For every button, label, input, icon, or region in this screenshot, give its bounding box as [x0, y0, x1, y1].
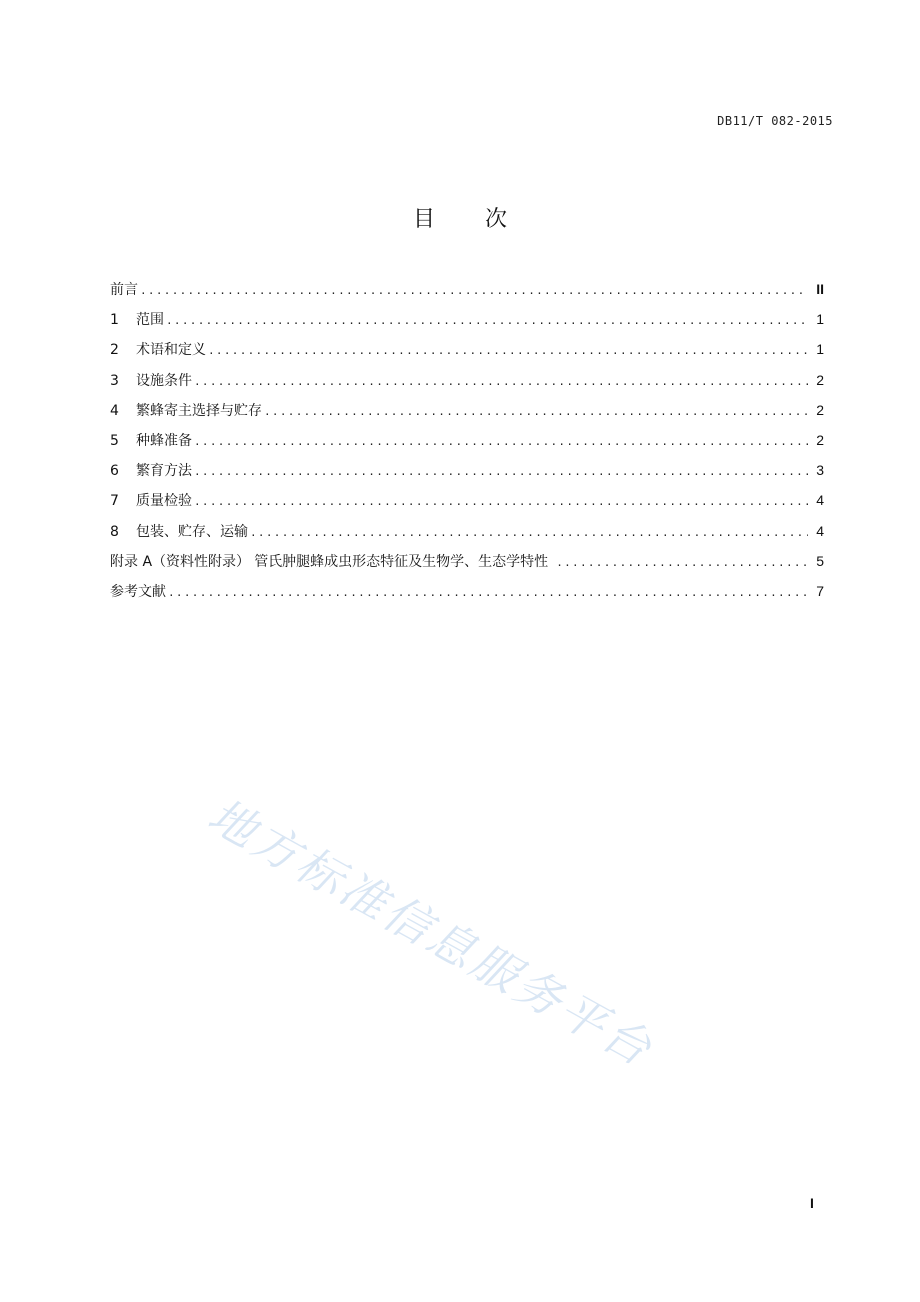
toc-entry-page: 7 [816, 582, 824, 599]
page-number: I [810, 1195, 814, 1211]
toc-entry-page: 1 [816, 341, 824, 358]
toc-entry-page: 3 [816, 462, 824, 479]
toc-leader-dots [556, 552, 808, 574]
toc-entry-title: 种蜂准备 [136, 432, 192, 449]
toc-entry-7[interactable] [110, 489, 824, 519]
toc-leader-dots [194, 431, 808, 453]
watermark: 地方标准信息服务平台 [199, 787, 663, 1078]
toc-entry-subtitle: 管氏肿腿蜂成虫形态特征及生物学、生态学特性 [254, 553, 549, 570]
toc-entry-title: 包装、贮存、运输 [136, 523, 248, 540]
toc-entry-number: 7 [110, 493, 119, 510]
toc-entry-number: 8 [110, 523, 119, 540]
toc-leader-dots [168, 582, 808, 604]
toc-title [0, 202, 920, 233]
toc-entry-title: 前言 [110, 282, 138, 298]
toc-title-part2: 次 [485, 207, 508, 232]
toc-entry-number: 5 [110, 432, 119, 449]
toc-leader-dots [166, 310, 808, 332]
toc-leader-dots [194, 371, 808, 393]
toc-entry-5[interactable] [110, 429, 824, 459]
toc-entry-references[interactable] [110, 580, 824, 610]
toc-entry-number: 6 [110, 463, 119, 480]
toc-entry-number: 2 [110, 342, 119, 359]
toc-entry-appendix-a[interactable] [110, 550, 824, 580]
toc-entry-page: 4 [816, 522, 824, 539]
toc-entry-page: 2 [816, 401, 824, 418]
toc-entry-title: 设施条件 [136, 372, 192, 389]
toc-leader-dots [194, 461, 808, 483]
toc-list [110, 278, 824, 610]
toc-entry-number: 4 [110, 402, 119, 419]
toc-leader-dots [194, 491, 808, 513]
toc-entry-2[interactable] [110, 338, 824, 368]
toc-entry-page: II [816, 281, 824, 297]
toc-entry-page: 1 [816, 311, 824, 328]
toc-entry-page: 4 [816, 492, 824, 509]
toc-leader-dots [140, 280, 808, 302]
toc-entry-8[interactable] [110, 520, 824, 550]
toc-entry-title: 质量检验 [136, 493, 192, 510]
toc-entry-3[interactable] [110, 369, 824, 399]
toc-entry-4[interactable] [110, 399, 824, 429]
toc-entry-title: 繁育方法 [136, 463, 192, 480]
toc-entry-title: 参考文献 [110, 583, 166, 600]
toc-entry-page: 2 [816, 371, 824, 388]
toc-entry-6[interactable] [110, 459, 824, 489]
toc-entry-foreword[interactable] [110, 278, 824, 308]
toc-entry-number: 3 [110, 372, 119, 389]
toc-entry-number: 1 [110, 312, 119, 329]
toc-entry-page: 2 [816, 431, 824, 448]
toc-entry-page: 5 [816, 552, 824, 569]
toc-leader-dots [250, 522, 808, 544]
toc-leader-dots [264, 401, 808, 423]
toc-entry-1[interactable] [110, 308, 824, 338]
toc-entry-title: 范围 [136, 312, 164, 329]
toc-entry-title: 繁蜂寄主选择与贮存 [136, 402, 262, 419]
toc-entry-title: 附录 A（资料性附录） [110, 553, 251, 570]
toc-entry-title: 术语和定义 [136, 342, 206, 359]
toc-title-part1: 目 [412, 207, 435, 232]
doc-code: DB11/T 082-2015 [717, 114, 833, 128]
toc-leader-dots [208, 340, 808, 362]
